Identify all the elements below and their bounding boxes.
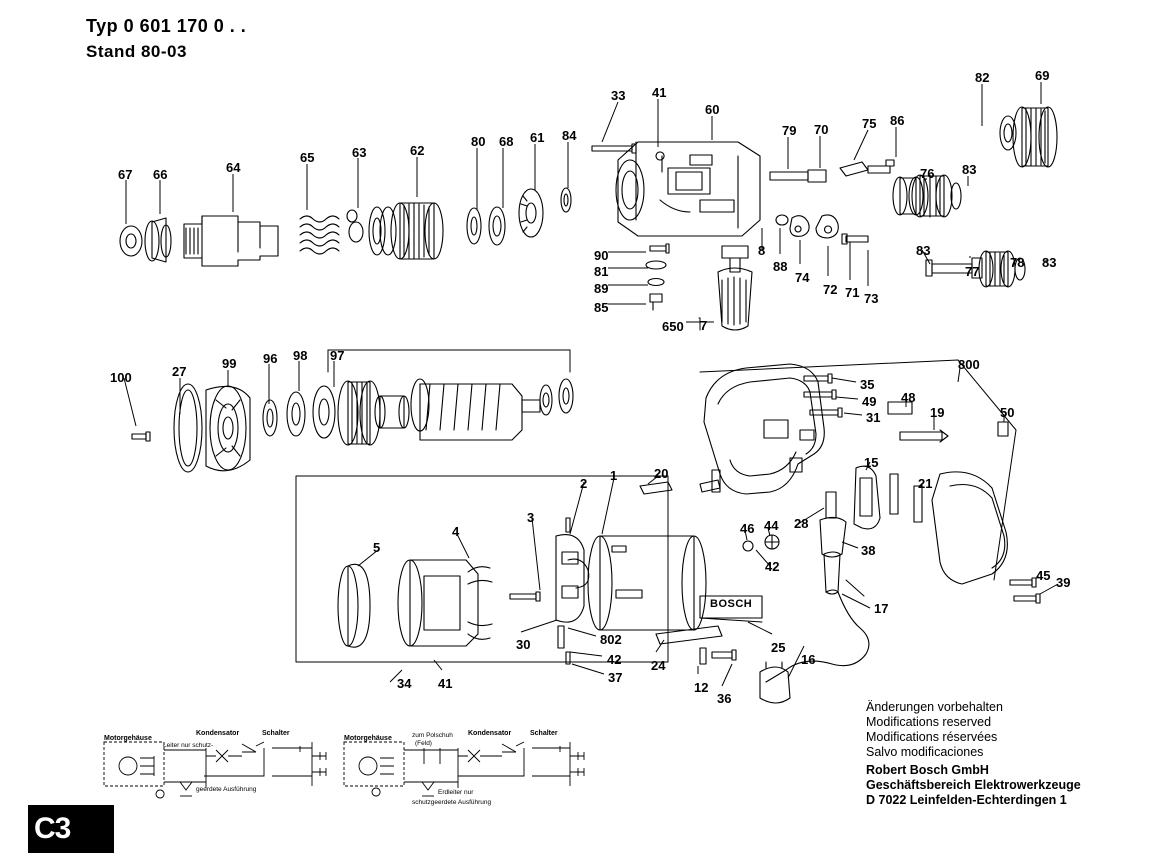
callout-41: 41 (438, 676, 453, 691)
footer-company-0: Robert Bosch GmbH (866, 763, 989, 777)
callout-38: 38 (861, 543, 876, 558)
callout-45: 45 (1036, 568, 1051, 583)
callout-800: 800 (958, 357, 980, 372)
callout-74: 74 (795, 270, 810, 285)
callout-88: 88 (773, 259, 788, 274)
wiring-right-note-a: Erdleiter nur (438, 789, 474, 796)
wiring-right-motor-label: Motorgehäuse (344, 735, 392, 742)
callout-99: 99 (222, 356, 237, 371)
callout-27: 27 (172, 364, 187, 379)
callout-89: 89 (594, 281, 609, 296)
callout-65: 65 (300, 150, 315, 165)
footer-line-2: Modifications réservées (866, 730, 998, 744)
page-corner-tag: C3 (28, 805, 114, 853)
callout-66: 66 (153, 167, 168, 182)
callout-20: 20 (654, 466, 669, 481)
callout-15: 15 (864, 455, 879, 470)
callout-61: 61 (530, 130, 545, 145)
callout-3: 3 (527, 510, 535, 525)
callout-17: 17 (874, 601, 889, 616)
callout-60: 60 (705, 102, 720, 117)
callout-84: 84 (562, 128, 577, 143)
callout-5: 5 (373, 540, 381, 555)
callout-39: 39 (1056, 575, 1071, 590)
callout-16: 16 (801, 652, 816, 667)
callout-62: 62 (410, 143, 425, 158)
callout-35: 35 (860, 377, 875, 392)
footer-line-3: Salvo modificaciones (866, 745, 984, 759)
callout-77: 77 (965, 264, 980, 279)
brand-label: BOSCH (710, 598, 753, 610)
callout-42: 42 (765, 559, 780, 574)
callout-49: 49 (862, 394, 877, 409)
wiring-right-note-b: schutzgeerdete Ausführung (412, 799, 492, 806)
callout-70: 70 (814, 122, 829, 137)
page-subtitle-stand: Stand 80-03 (86, 42, 187, 61)
callout-1: 1 (610, 468, 618, 483)
callout-96: 96 (263, 351, 278, 366)
callout-86: 86 (890, 113, 905, 128)
callout-33: 33 (611, 88, 626, 103)
callout-83: 83 (916, 243, 931, 258)
callout-98: 98 (293, 348, 308, 363)
wiring-left-motor-label: Motorgehäuse (104, 735, 152, 742)
wiring-left-note-a: Leiter nur schutz- (163, 742, 214, 749)
footer-company-2: D 7022 Leinfelden-Echterdingen 1 (866, 793, 1067, 807)
wiring-left-note-b: geerdete Ausführung (196, 786, 257, 793)
callout-90: 90 (594, 248, 609, 263)
callout-100: 100 (110, 370, 132, 385)
callout-25: 25 (771, 640, 786, 655)
callout-44: 44 (764, 518, 779, 533)
callout-78: 78 (1010, 255, 1025, 270)
callout-71: 71 (845, 285, 860, 300)
callout-68: 68 (499, 134, 514, 149)
callout-46: 46 (740, 521, 755, 536)
callout-76: 76 (920, 166, 935, 181)
callout-34: 34 (397, 676, 412, 691)
callout-48: 48 (901, 390, 916, 405)
callout-41: 41 (652, 85, 667, 100)
callout-28: 28 (794, 516, 809, 531)
callout-31: 31 (866, 410, 881, 425)
callout-42: 42 (607, 652, 622, 667)
footer-company-1: Geschäftsbereich Elektrowerkzeuge (866, 778, 1081, 792)
wiring-right-pole-b: (Feld) (415, 740, 432, 747)
wiring-right-capacitor-label: Kondensator (468, 730, 512, 737)
callout-21: 21 (918, 476, 933, 491)
footer-line-1: Modifications reserved (866, 715, 992, 729)
callout-37: 37 (608, 670, 623, 685)
callout-69: 69 (1035, 68, 1050, 83)
callout-30: 30 (516, 637, 531, 652)
callout-81: 81 (594, 264, 609, 279)
callout-73: 73 (864, 291, 879, 306)
callout-80: 80 (471, 134, 486, 149)
callout-83: 83 (1042, 255, 1057, 270)
footer-notes (866, 700, 1081, 808)
callout-4: 4 (452, 524, 460, 539)
callout-8: 8 (758, 243, 766, 258)
wiring-right-switch-label: Schalter (530, 730, 558, 737)
callout-83: 83 (962, 162, 977, 177)
callout-97: 97 (330, 348, 345, 363)
callout-67: 67 (118, 167, 133, 182)
callout-36: 36 (717, 691, 732, 706)
callout-7: 7 (700, 318, 708, 333)
callout-63: 63 (352, 145, 367, 160)
wiring-left-switch-label: Schalter (262, 730, 290, 737)
callout-72: 72 (823, 282, 838, 297)
callout-82: 82 (975, 70, 990, 85)
callout-802: 802 (600, 632, 622, 647)
callout-2: 2 (580, 476, 588, 491)
callout-50: 50 (1000, 405, 1015, 420)
callout-85: 85 (594, 300, 609, 315)
callout-650: 650 (662, 319, 684, 334)
callout-75: 75 (862, 116, 877, 131)
page-title-typ: Typ 0 601 170 0 . . (86, 16, 247, 36)
callout-12: 12 (694, 680, 709, 695)
callout-64: 64 (226, 160, 241, 175)
callout-24: 24 (651, 658, 666, 673)
footer-line-0: Änderungen vorbehalten (866, 700, 1003, 714)
callout-79: 79 (782, 123, 797, 138)
wiring-right-pole-a: zum Polschuh (412, 732, 453, 739)
wiring-left-capacitor-label: Kondensator (196, 730, 240, 737)
callout-19: 19 (930, 405, 945, 420)
